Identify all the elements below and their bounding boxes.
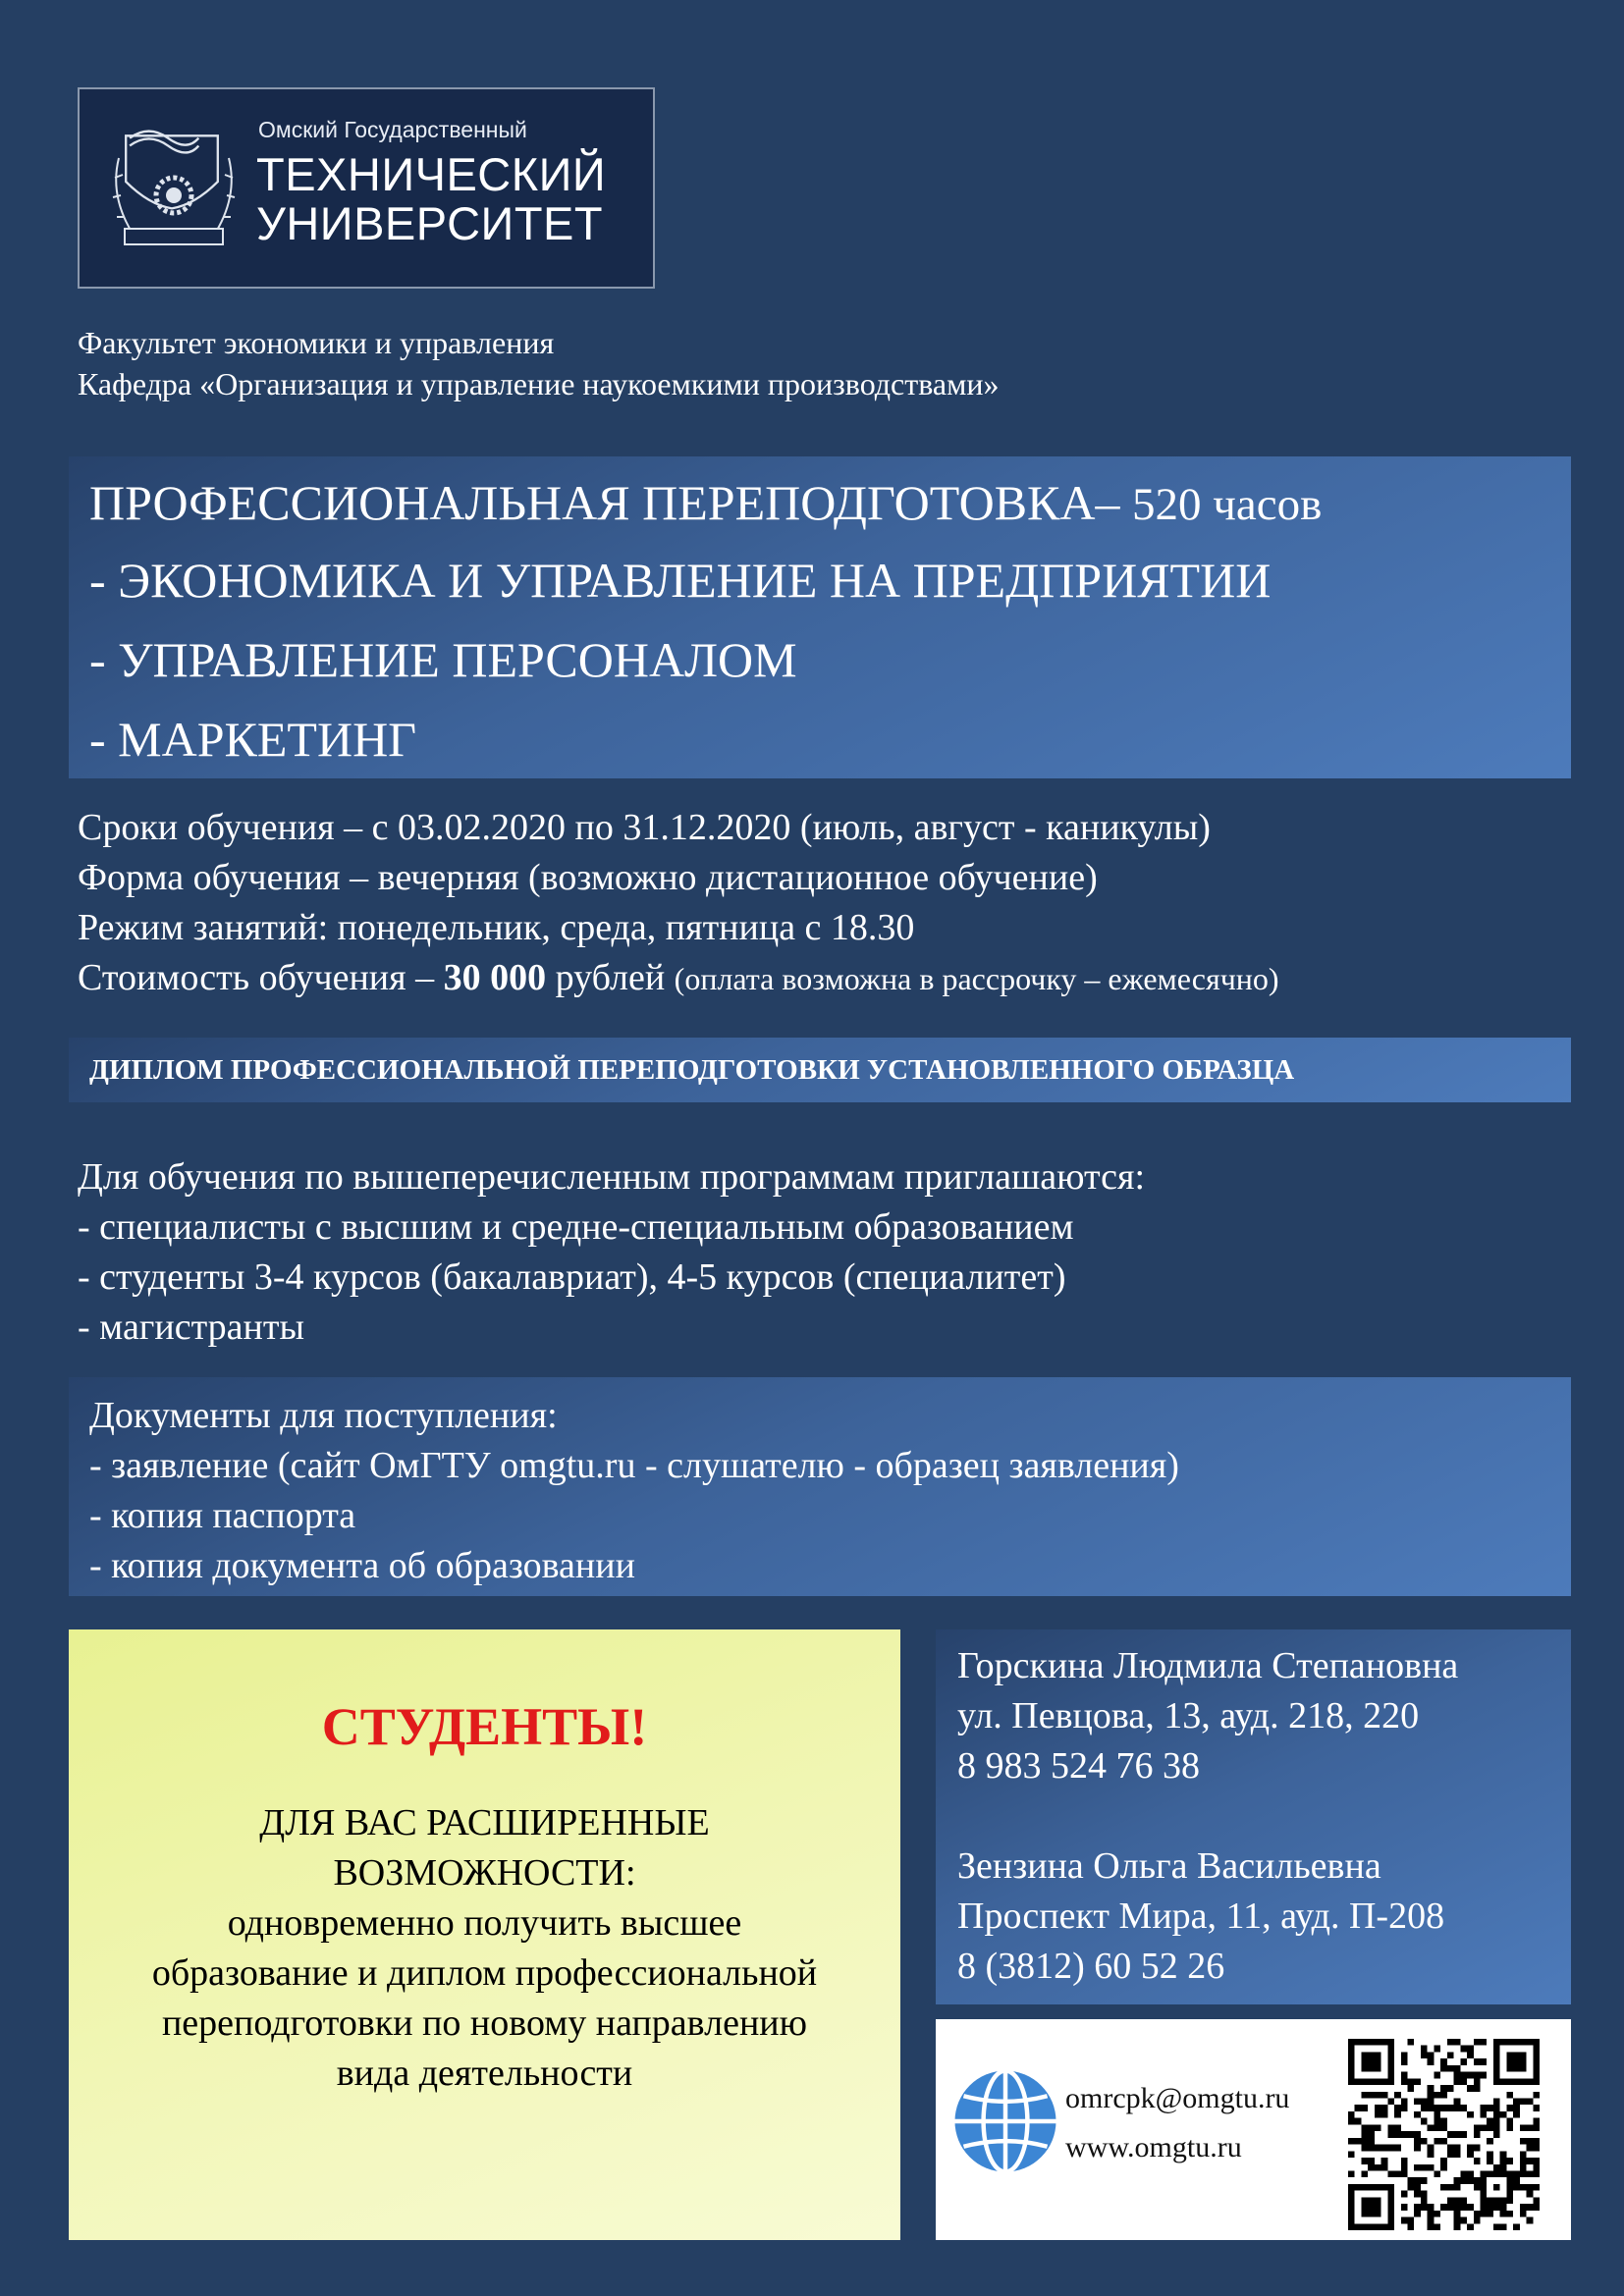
list-item: - студенты 3-4 курсов (бакалавриат), 4-5 курсов (специалитет) xyxy=(78,1256,1066,1298)
study-cost: Стоимость обучения – 30 000 рублей (оплата возможна в рассрочку – ежемесячно) xyxy=(78,957,1279,998)
globe-icon xyxy=(950,2066,1060,2176)
program-item: - ЭКОНОМИКА И УПРАВЛЕНИЕ НА ПРЕДПРИЯТИИ xyxy=(89,553,1272,608)
study-terms: Сроки обучения – с 03.02.2020 по 31.12.2020 (июль, август - каникулы) xyxy=(78,807,1211,848)
list-item: - магистранты xyxy=(78,1307,305,1348)
contacts-box xyxy=(936,1629,1571,2004)
department-info xyxy=(78,322,1000,404)
logo-line-1: Омский Государственный xyxy=(258,117,527,142)
contact-phone: 8 983 524 76 38 xyxy=(957,1745,1200,1787)
contact-address: ул. Певцова, 13, ауд. 218, 220 xyxy=(957,1695,1420,1736)
list-item: - специалисты с высшим и средне-специальным образованием xyxy=(78,1206,1074,1248)
chair-name: Кафедра «Организация и управление наукоемкими производствами» xyxy=(78,366,1000,401)
contact-name: Зензина Ольга Васильевна xyxy=(957,1845,1381,1887)
contact-address: Проспект Мира, 11, ауд. П-208 xyxy=(957,1896,1445,1937)
documents-heading: Документы для поступления: xyxy=(89,1395,558,1436)
documents-box xyxy=(69,1377,1571,1596)
program-item: - УПРАВЛЕНИЕ ПЕРСОНАЛОМ xyxy=(89,632,797,687)
students-title: СТУДЕНТЫ! xyxy=(321,1697,648,1756)
program-item: - МАРКЕТИНГ xyxy=(89,712,417,767)
list-item: - копия паспорта xyxy=(89,1495,356,1536)
eligibility-heading: Для обучения по вышеперечисленным программам приглашаются: xyxy=(78,1156,1146,1198)
list-item: - заявление (сайт ОмГТУ omgtu.ru - слушателю - образец заявления) xyxy=(89,1445,1179,1486)
study-schedule: Режим занятий: понедельник, среда, пятница с 18.30 xyxy=(78,907,915,948)
list-item: - копия документа об образовании xyxy=(89,1545,635,1586)
website-link[interactable]: www.omgtu.ru xyxy=(1065,2131,1242,2163)
contact-phone: 8 (3812) 60 52 26 xyxy=(957,1946,1225,1987)
email-link[interactable]: omrcpk@omgtu.ru xyxy=(1065,2082,1290,2114)
eligibility-list xyxy=(78,1152,1145,1353)
course-info xyxy=(78,803,1279,1004)
program-title: ПРОФЕССИОНАЛЬНАЯ ПЕРЕПОДГОТОВКА– 520 часов xyxy=(89,475,1323,530)
contact-name: Горскина Людмила Степановна xyxy=(957,1645,1459,1686)
students-text: ДЛЯ ВАС РАСШИРЕННЫЕ ВОЗМОЖНОСТИ: одновременно получить высшее образование и диплом профессиональной переподготовки по новому направлению вида деятельности xyxy=(151,1802,818,2094)
diploma-text: ДИПЛОМ ПРОФЕССИОНАЛЬНОЙ ПЕРЕПОДГОТОВКИ УСТАНОВЛЕННОГО ОБРАЗЦА xyxy=(89,1054,1295,1086)
students-box xyxy=(69,1629,900,2240)
faculty-name: Факультет экономики и управления xyxy=(78,325,555,360)
program-hours: 520 часов xyxy=(1132,479,1323,530)
cost-note: (оплата возможна в рассрочку – ежемесячно) xyxy=(674,961,1279,996)
program-box xyxy=(69,456,1571,778)
study-form: Форма обучения – вечерняя (возможно дистационное обучение) xyxy=(78,857,1098,898)
qr-code-icon xyxy=(1348,2039,1540,2230)
logo-line-2: ТЕХНИЧЕСКИЙ УНИВЕРСИТЕТ xyxy=(256,148,607,249)
cost-value: 30 000 xyxy=(443,957,547,998)
diploma-banner xyxy=(69,1038,1571,1102)
web-box xyxy=(936,2019,1571,2240)
university-logo xyxy=(78,87,655,289)
